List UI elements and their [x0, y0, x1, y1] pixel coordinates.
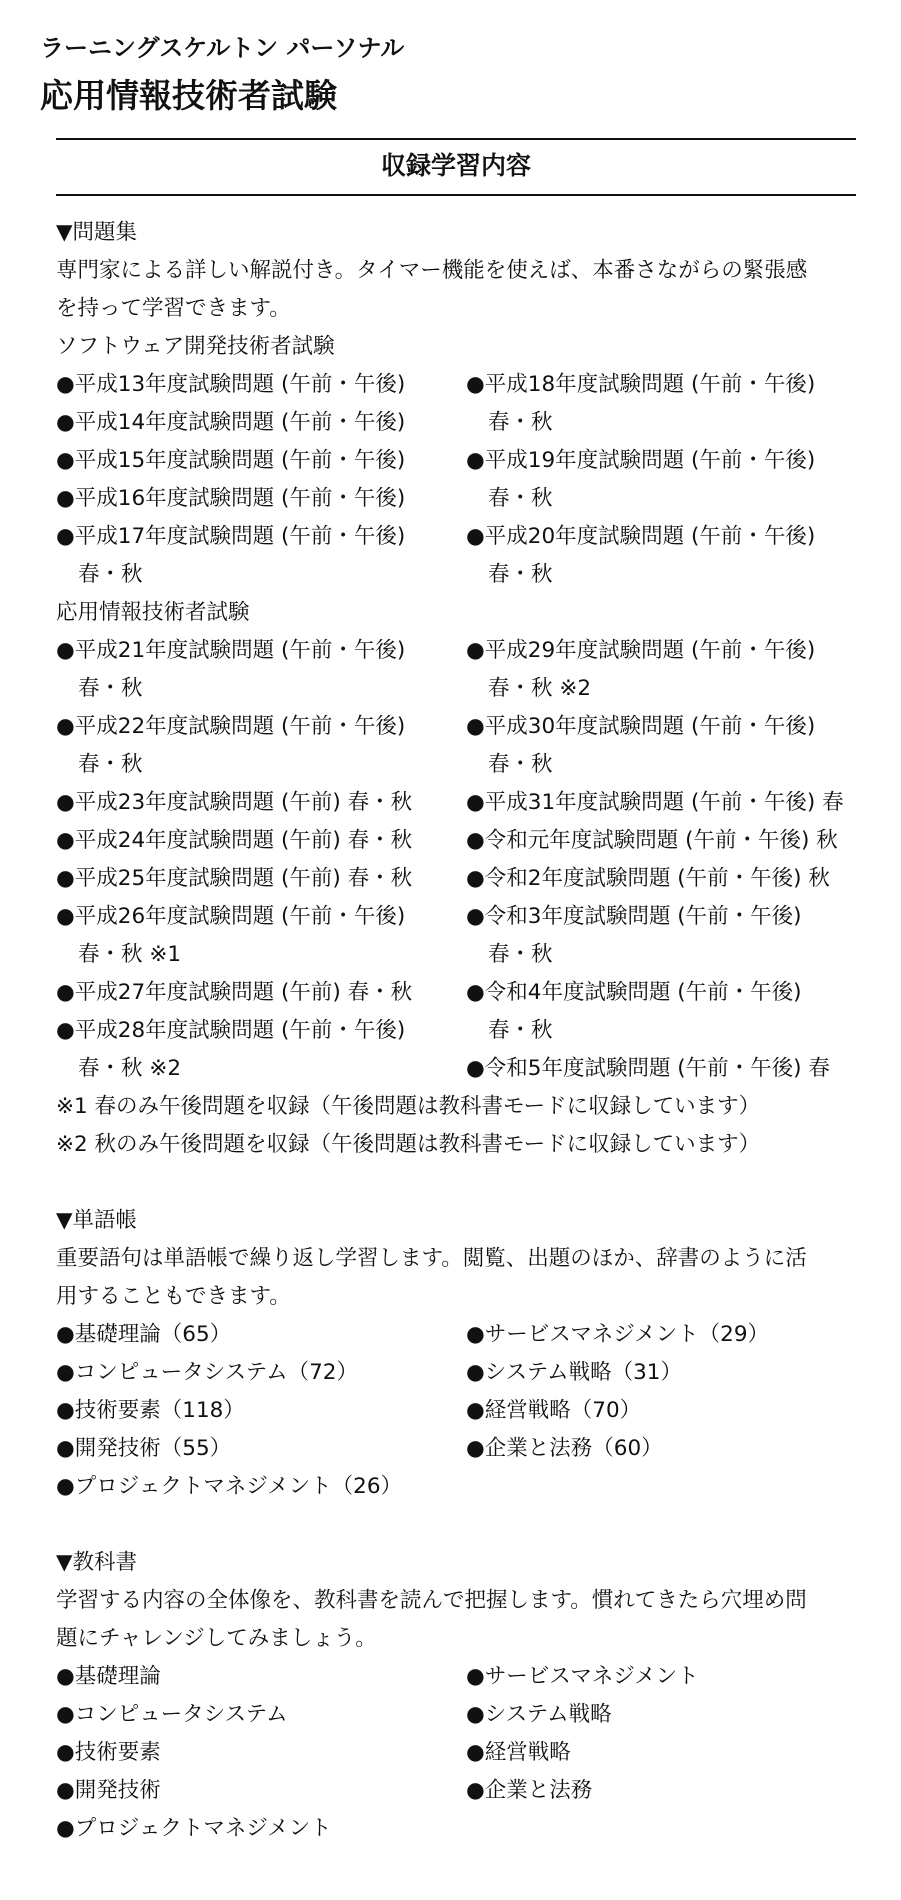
software-exam-label: ソフトウェア開発技術者試験 — [56, 334, 335, 359]
list-item: ●平成16年度試験問題 (午前・午後) — [56, 486, 406, 511]
list-item: ●平成18年度試験問題 (午前・午後) 春・秋 — [466, 372, 816, 435]
wordbook-list — [56, 1316, 856, 1506]
textbook-right-column — [466, 1658, 856, 1810]
list-item: ●プロジェクトマネジメント（26） — [56, 1474, 403, 1499]
list-item: ●平成25年度試験問題 (午前) 春・秋 — [56, 866, 413, 891]
list-item: ●サービスマネジメント（29） — [466, 1322, 770, 1347]
wordbook-section — [56, 1202, 856, 1506]
list-item: ●技術要素（118） — [56, 1398, 245, 1423]
list-item: ●令和5年度試験問題 (午前・午後) 春 — [466, 1056, 830, 1081]
software-exam-left-column — [56, 366, 466, 594]
problems-description-line1: 専門家による詳しい解説付き。タイマー機能を使えば、本番さながらの緊張感 — [56, 258, 808, 283]
list-item: ●開発技術 — [56, 1778, 161, 1803]
applied-exam-right-column — [466, 632, 856, 1088]
problems-section — [56, 214, 856, 1164]
list-item: ●平成22年度試験問題 (午前・午後) 春・秋 — [56, 714, 406, 777]
applied-exam-label: 応用情報技術者試験 — [56, 600, 250, 625]
wordbook-left-column — [56, 1316, 466, 1506]
textbook-label: ▼教科書 — [56, 1550, 138, 1575]
textbook-description-line1: 学習する内容の全体像を、教科書を読んで把握します。慣れてきたら穴埋め問 — [56, 1588, 807, 1613]
content — [56, 214, 856, 1848]
list-item: ●令和3年度試験問題 (午前・午後) 春・秋 — [466, 904, 802, 967]
section-heading: 収録学習内容 — [380, 151, 531, 180]
list-item: ●開発技術（55） — [56, 1436, 232, 1461]
list-item: ●コンピュータシステム（72） — [56, 1360, 358, 1385]
list-item: ●企業と法務（60） — [466, 1436, 663, 1461]
list-item: ●技術要素 — [56, 1740, 161, 1765]
list-item: ●平成13年度試験問題 (午前・午後) — [56, 372, 406, 397]
wordbook-right-column — [466, 1316, 856, 1468]
textbook-section — [56, 1544, 856, 1848]
wordbook-label: ▼単語帳 — [56, 1208, 138, 1233]
list-item: ●平成30年度試験問題 (午前・午後) 春・秋 — [466, 714, 816, 777]
problems-description-line2: を持って学習できます。 — [56, 296, 291, 321]
list-item: ●令和元年度試験問題 (午前・午後) 秋 — [466, 828, 838, 853]
textbook-left-column — [56, 1658, 466, 1848]
applied-exam-list — [56, 632, 856, 1088]
list-item: ●経営戦略 — [466, 1740, 571, 1765]
wordbook-description-line1: 重要語句は単語帳で繰り返し学習します。閲覧、出題のほか、辞書のように活 — [56, 1246, 807, 1271]
list-item: ●基礎理論（65） — [56, 1322, 232, 1347]
spacer — [56, 1164, 856, 1202]
list-item: ●平成24年度試験問題 (午前) 春・秋 — [56, 828, 413, 853]
list-item: ●平成15年度試験問題 (午前・午後) — [56, 448, 406, 473]
list-item: ●平成21年度試験問題 (午前・午後) 春・秋 — [56, 638, 406, 701]
list-item: ●平成31年度試験問題 (午前・午後) 春 — [466, 790, 844, 815]
list-item: ●平成23年度試験問題 (午前) 春・秋 — [56, 790, 413, 815]
list-item: ●コンピュータシステム — [56, 1702, 288, 1727]
wordbook-description-line2: 用することもできます。 — [56, 1284, 291, 1309]
list-item: ●平成17年度試験問題 (午前・午後) 春・秋 — [56, 524, 406, 587]
problems-label: ▼問題集 — [56, 220, 138, 245]
heading-rule-top — [56, 138, 856, 140]
list-item: ●平成29年度試験問題 (午前・午後) 春・秋 ※2 — [466, 638, 816, 701]
list-item: ●企業と法務 — [466, 1778, 593, 1803]
list-item: ●平成20年度試験問題 (午前・午後) 春・秋 — [466, 524, 816, 587]
list-item: ●プロジェクトマネジメント — [56, 1816, 332, 1841]
list-item: ●サービスマネジメント — [466, 1664, 699, 1689]
list-item: ●経営戦略（70） — [466, 1398, 642, 1423]
list-item: ●平成19年度試験問題 (午前・午後) 春・秋 — [466, 448, 816, 511]
software-exam-list — [56, 366, 856, 594]
list-item: ●平成28年度試験問題 (午前・午後) 春・秋 ※2 — [56, 1018, 406, 1081]
list-item: ●基礎理論 — [56, 1664, 161, 1689]
list-item: ●令和2年度試験問題 (午前・午後) 秋 — [466, 866, 830, 891]
textbook-list — [56, 1658, 856, 1848]
list-item: ●平成27年度試験問題 (午前) 春・秋 — [56, 980, 413, 1005]
textbook-description-line2: 題にチャレンジしてみましょう。 — [56, 1626, 377, 1651]
spacer — [56, 1506, 856, 1544]
product-name: ラーニングスケルトン パーソナル — [40, 34, 405, 62]
footnote-2: ※2 秋のみ午後問題を収録（午後問題は教科書モードに収録しています） — [56, 1132, 761, 1157]
list-item: ●システム戦略（31） — [466, 1360, 682, 1385]
list-item: ●平成14年度試験問題 (午前・午後) — [56, 410, 406, 435]
list-item: ●システム戦略 — [466, 1702, 612, 1727]
list-item: ●平成26年度試験問題 (午前・午後) 春・秋 ※1 — [56, 904, 406, 967]
footnote-1: ※1 春のみ午後問題を収録（午後問題は教科書モードに収録しています） — [56, 1094, 761, 1119]
software-exam-right-column — [466, 366, 856, 594]
applied-exam-left-column — [56, 632, 466, 1088]
page-title: 応用情報技術者試験 — [40, 76, 337, 115]
list-item: ●令和4年度試験問題 (午前・午後) 春・秋 — [466, 980, 802, 1043]
heading-rule-bottom — [56, 194, 856, 196]
